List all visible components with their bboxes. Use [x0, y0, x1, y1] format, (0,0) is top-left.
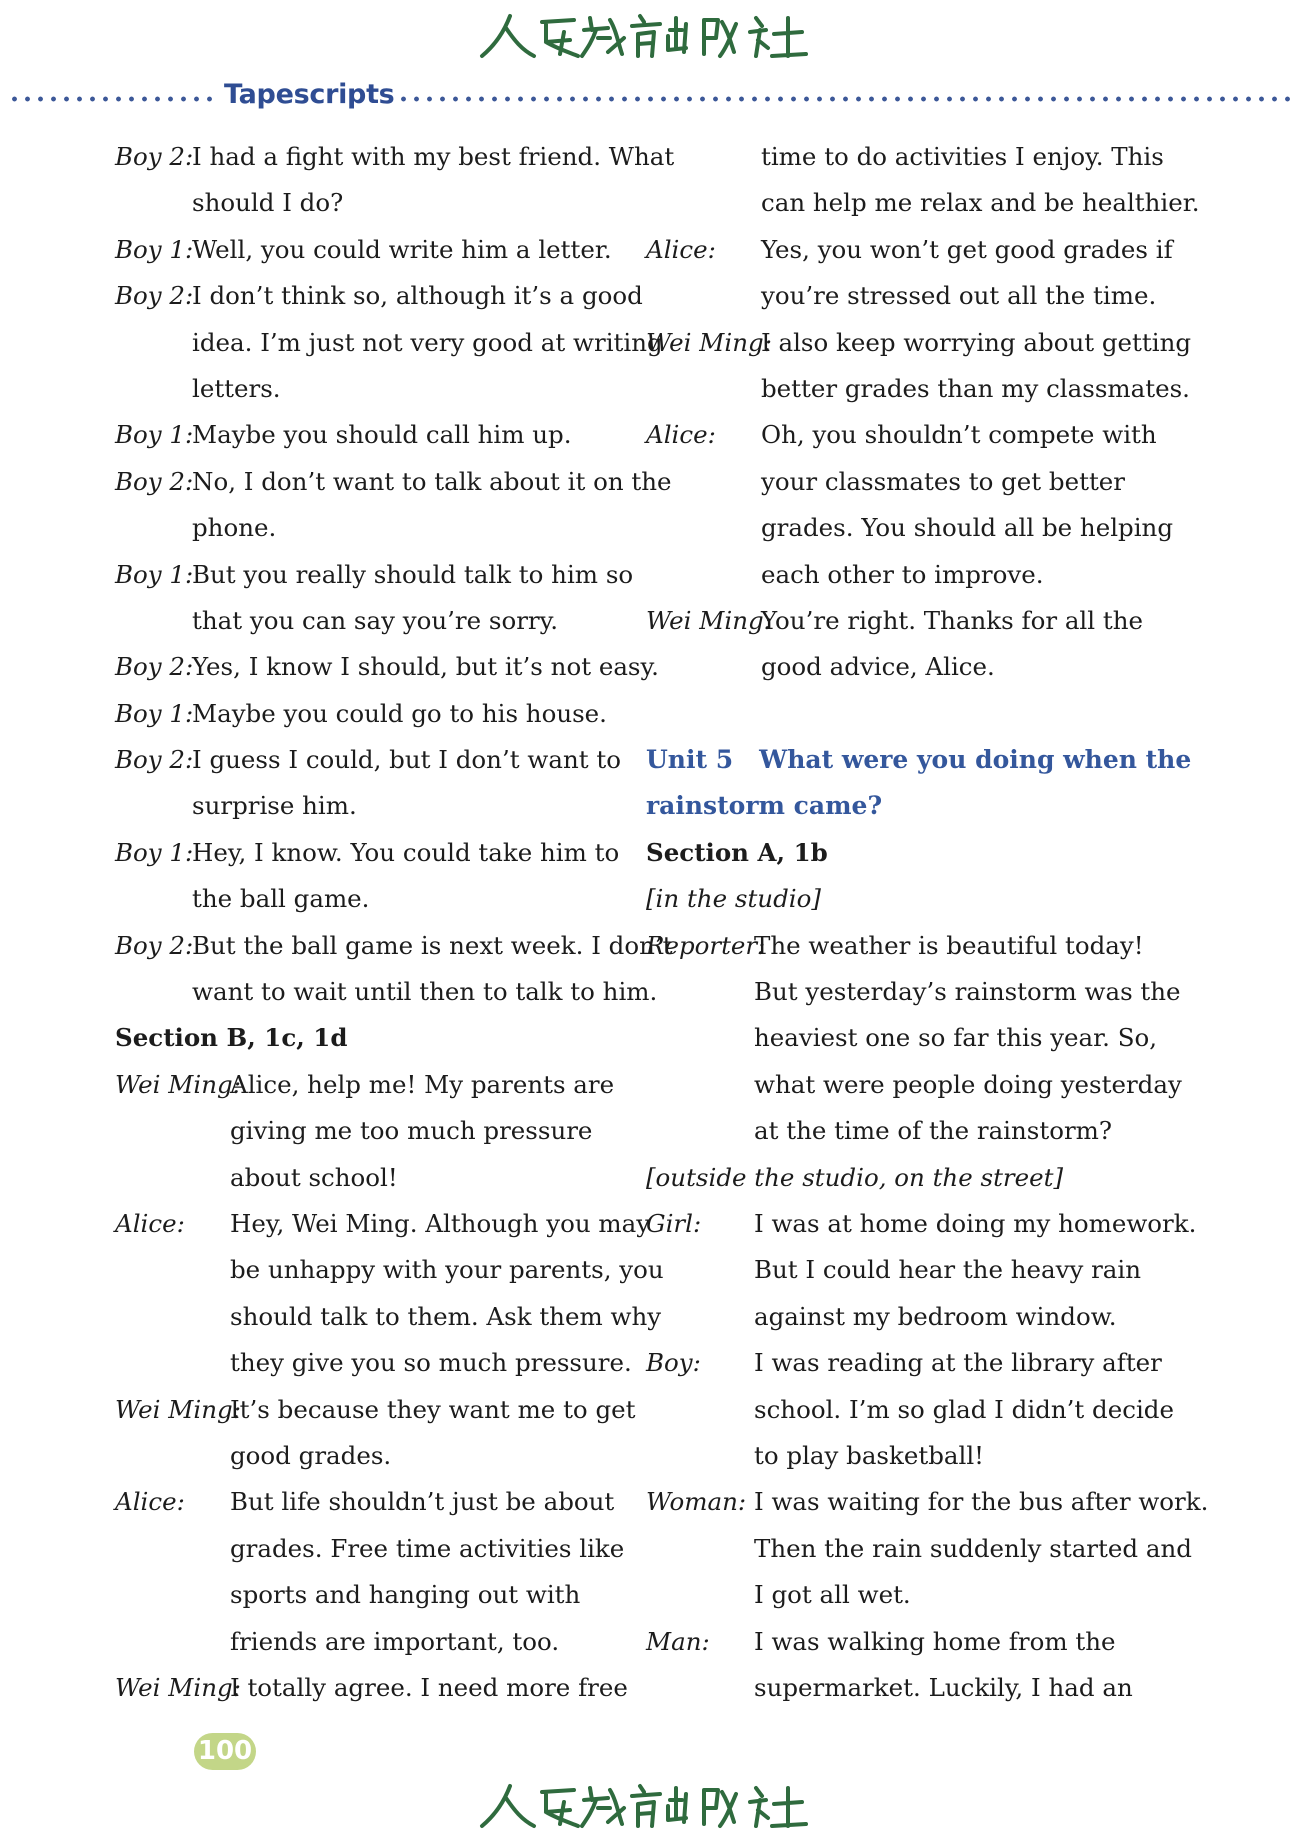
- dialogue-text: Yes, I know I should, but it’s not easy.: [192, 652, 659, 682]
- dialogue-text: giving me too much pressure: [230, 1116, 593, 1146]
- speaker-label: Alice:: [646, 234, 716, 264]
- dialogue-text: But I could hear the heavy rain: [754, 1255, 1142, 1285]
- dialogue-line: [115, 1387, 635, 1433]
- publisher-logo-top: [0, 8, 1303, 68]
- speaker-label: [115, 1155, 230, 1201]
- dialogue-line: [646, 505, 1174, 551]
- dialogue-text: what were people doing yesterday: [754, 1069, 1182, 1099]
- dialogue-line: [115, 180, 635, 226]
- speaker-label: Woman:: [646, 1487, 747, 1517]
- dialogue-text: should I do?: [192, 188, 344, 218]
- unit-label: Unit 5: [646, 745, 734, 775]
- dialogue-line: [646, 180, 1200, 226]
- dialogue-text: your classmates to get better: [761, 466, 1126, 496]
- dialogue-text: to play basketball!: [754, 1440, 984, 1470]
- dialogue-text: time to do activities I enjoy. This: [761, 142, 1164, 171]
- speaker-label: Boy 2:: [115, 745, 194, 775]
- dialogue-text: But yesterday’s rainstorm was the: [754, 977, 1181, 1007]
- speaker-label: [646, 969, 754, 1015]
- speaker-label: Reporter:: [646, 930, 766, 960]
- dialogue-text: want to wait until then to talk to him.: [192, 977, 658, 1007]
- speaker-label: [115, 1572, 230, 1618]
- unit-title: What were you doing when the: [759, 745, 1192, 775]
- speaker-label: Wei Ming:: [646, 605, 772, 635]
- page-number-badge: 100: [194, 1733, 256, 1770]
- dialogue-line: [646, 1572, 1166, 1618]
- dialogue-line: [115, 552, 635, 598]
- speaker-label: [646, 644, 761, 690]
- speaker-label: Boy 1:: [115, 559, 194, 589]
- unit-heading: [646, 737, 1192, 783]
- speaker-label: Boy 2:: [115, 652, 194, 682]
- dialogue-line: [115, 366, 635, 412]
- dialogue-text: Well, you could write him a letter.: [192, 234, 612, 264]
- dialogue-text: I also keep worrying about getting: [761, 327, 1192, 357]
- dialogue-line: [115, 1479, 635, 1525]
- dialogue-text: The weather is beautiful today!: [754, 930, 1144, 960]
- speaker-label: [115, 366, 192, 412]
- dialogue-text: grades. You should all be helping: [761, 513, 1174, 543]
- dialogue-line: [115, 134, 675, 180]
- dialogue-line: [115, 1572, 635, 1618]
- dialogue-line: [646, 1108, 1166, 1154]
- dialogue-text: But you really should talk to him so: [192, 559, 634, 589]
- speaker-label: [646, 1433, 754, 1479]
- dialogue-line: [646, 644, 1166, 690]
- speaker-label: [115, 180, 192, 226]
- publisher-calligraphy-logo: [472, 8, 832, 64]
- dialogue-line: [115, 227, 635, 273]
- dialogue-line: [115, 737, 635, 783]
- dialogue-text: I was at home doing my homework.: [754, 1208, 1197, 1238]
- dialogue-line: [646, 923, 1166, 969]
- dialogue-text: be unhappy with your parents, you: [230, 1255, 664, 1285]
- speaker-label: [115, 320, 192, 366]
- dialogue-line: [646, 1015, 1166, 1061]
- dialogue-line: [115, 1526, 635, 1572]
- dialogue-line: [115, 691, 635, 737]
- dialogue-line: [115, 876, 635, 922]
- publisher-logo-bottom: [0, 1778, 1303, 1838]
- dialogue-line: [646, 1433, 1166, 1479]
- dialogue-line: [115, 1108, 635, 1154]
- dialogue-text: But the ball game is next week. I don’t: [192, 930, 673, 960]
- speaker-label: [115, 783, 192, 829]
- stage-direction: [outside the studio, on the street]: [646, 1162, 1064, 1192]
- speaker-label: [646, 459, 761, 505]
- dialogue-text: should talk to them. Ask them why: [230, 1301, 662, 1331]
- dialogue-text: Yes, you won’t get good grades if: [761, 234, 1173, 264]
- dialogue-text: No, I don’t want to talk about it on the: [192, 466, 672, 496]
- dialogue-line: [115, 459, 672, 505]
- speaker-label: Wei Ming:: [115, 1069, 241, 1099]
- speaker-label: [646, 180, 761, 226]
- dialogue-text: better grades than my classmates.: [761, 373, 1190, 403]
- header-title: Tapescripts: [224, 79, 395, 110]
- speaker-label: [115, 1433, 230, 1479]
- speaker-label: Boy 1:: [115, 837, 194, 867]
- section-heading: Section B, 1c, 1d: [115, 1023, 348, 1053]
- speaker-label: [115, 876, 192, 922]
- section-heading: Section A, 1b: [646, 837, 828, 867]
- speaker-label: Alice:: [115, 1487, 185, 1517]
- speaker-label: [646, 1062, 754, 1108]
- speaker-label: Wei Ming:: [115, 1394, 241, 1424]
- dialogue-line: [115, 830, 635, 876]
- dialogue-line: [646, 1526, 1192, 1572]
- dialogue-line: [115, 923, 673, 969]
- speaker-label: [115, 1340, 230, 1386]
- speaker-label: [646, 1572, 754, 1618]
- speaker-label: Alice:: [646, 420, 716, 450]
- stage-direction: [in the studio]: [646, 884, 821, 914]
- speaker-label: [646, 1108, 754, 1154]
- dialogue-line: [646, 1062, 1182, 1108]
- dialogue-text: friends are important, too.: [230, 1626, 560, 1656]
- dialogue-line: [646, 320, 1192, 366]
- dialogue-line: [115, 598, 635, 644]
- dialogue-line: [646, 1294, 1166, 1340]
- speaker-label: Boy 2:: [115, 466, 194, 496]
- dialogue-line: [115, 412, 635, 458]
- right-column: [646, 134, 1209, 1711]
- speaker-label: [646, 1247, 754, 1293]
- speaker-label: [115, 1247, 230, 1293]
- speaker-label: Boy 2:: [115, 930, 194, 960]
- publisher-calligraphy-logo: [472, 1778, 832, 1834]
- speaker-label: Wei Ming:: [646, 327, 772, 357]
- dialogue-text: I had a fight with my best friend. What: [192, 142, 675, 171]
- dialogue-text: sports and hanging out with: [230, 1580, 581, 1610]
- dialogue-line: [115, 1619, 635, 1665]
- dialogue-text: I was reading at the library after: [754, 1348, 1162, 1378]
- speaker-label: [115, 505, 192, 551]
- dialogue-text: I don’t think so, although it’s a good: [192, 281, 643, 311]
- speaker-label: [646, 273, 761, 319]
- dialogue-line: [115, 273, 643, 319]
- dialogue-text: idea. I’m just not very good at writing: [192, 327, 663, 357]
- speaker-label: [646, 1665, 754, 1711]
- dialogue-line: [646, 1340, 1166, 1386]
- dialogue-line: [646, 1619, 1166, 1665]
- dialogue-line: [646, 1201, 1197, 1247]
- dialogue-line: [115, 1247, 664, 1293]
- dialogue-text: you’re stressed out all the time.: [761, 281, 1157, 311]
- speaker-label: Wei Ming:: [115, 1672, 241, 1702]
- dialogue-line: [646, 459, 1166, 505]
- dialogue-text: each other to improve.: [761, 559, 1044, 589]
- dialogue-line: [646, 227, 1173, 273]
- speaker-label: [646, 366, 761, 412]
- spacer: [646, 691, 1166, 737]
- dialogue-text: I was walking home from the: [754, 1626, 1116, 1656]
- dialogue-text: I guess I could, but I don’t want to: [192, 745, 621, 775]
- header-dotted-rule-left: [8, 96, 212, 102]
- dialogue-line: [115, 1340, 635, 1386]
- dialogue-line: [115, 1062, 635, 1108]
- dialogue-line: [115, 644, 659, 690]
- dialogue-line: [646, 366, 1190, 412]
- dialogue-line: [115, 505, 635, 551]
- speaker-label: [115, 969, 192, 1015]
- dialogue-text: the ball game.: [192, 884, 370, 914]
- speaker-label: Boy:: [646, 1348, 701, 1378]
- unit-title-continued: rainstorm came?: [646, 791, 883, 821]
- speaker-label: [115, 1526, 230, 1572]
- dialogue-line: [646, 969, 1181, 1015]
- dialogue-text: I was waiting for the bus after work.: [754, 1487, 1209, 1517]
- dialogue-line: [115, 1201, 651, 1247]
- dialogue-line: [115, 1294, 662, 1340]
- header-dotted-rule-right: [397, 96, 1297, 102]
- speaker-label: Boy 1:: [115, 234, 194, 264]
- dialogue-line: [646, 1479, 1209, 1525]
- speaker-label: Boy 2:: [115, 142, 194, 171]
- speaker-label: [115, 1294, 230, 1340]
- dialogue-line: [115, 320, 663, 366]
- speaker-label: [646, 552, 761, 598]
- dialogue-text: I totally agree. I need more free: [230, 1672, 628, 1702]
- dialogue-text: surprise him.: [192, 791, 357, 821]
- dialogue-text: letters.: [192, 373, 281, 403]
- speaker-label: [115, 1619, 230, 1665]
- dialogue-text: school. I’m so glad I didn’t decide: [754, 1394, 1174, 1424]
- dialogue-line: [115, 1155, 635, 1201]
- dialogue-text: Then the rain suddenly started and: [754, 1533, 1192, 1563]
- dialogue-line: [646, 1665, 1166, 1711]
- speaker-label: [115, 1108, 230, 1154]
- dialogue-line: [115, 783, 635, 829]
- dialogue-line: [646, 1247, 1166, 1293]
- page-header: [0, 80, 1303, 120]
- dialogue-text: can help me relax and be healthier.: [761, 188, 1200, 218]
- speaker-label: Boy 1:: [115, 420, 194, 450]
- dialogue-text: heaviest one so far this year. So,: [754, 1023, 1158, 1053]
- dialogue-text: Maybe you could go to his house.: [192, 698, 607, 728]
- dialogue-text: Oh, you shouldn’t compete with: [761, 420, 1157, 450]
- dialogue-text: that you can say you’re sorry.: [192, 605, 559, 635]
- speaker-label: Man:: [646, 1626, 710, 1656]
- dialogue-text: at the time of the rainstorm?: [754, 1116, 1113, 1146]
- speaker-label: [646, 505, 761, 551]
- dialogue-text: I got all wet.: [754, 1580, 911, 1610]
- dialogue-text: phone.: [192, 513, 277, 543]
- dialogue-line: [115, 1433, 635, 1479]
- dialogue-text: It’s because they want me to get: [230, 1394, 636, 1424]
- dialogue-line: [115, 969, 658, 1015]
- dialogue-text: Hey, Wei Ming. Although you may: [230, 1208, 651, 1238]
- dialogue-text: they give you so much pressure.: [230, 1348, 632, 1378]
- dialogue-text: But life shouldn’t just be about: [230, 1487, 615, 1517]
- dialogue-text: You’re right. Thanks for all the: [761, 605, 1144, 635]
- dialogue-text: grades. Free time activities like: [230, 1533, 625, 1563]
- dialogue-text: good grades.: [230, 1440, 392, 1470]
- speaker-label: Boy 1:: [115, 698, 194, 728]
- speaker-label: [115, 598, 192, 644]
- dialogue-line: [646, 273, 1166, 319]
- dialogue-line: [646, 1387, 1174, 1433]
- speaker-label: [646, 1387, 754, 1433]
- dialogue-line: [646, 552, 1166, 598]
- speaker-label: Alice:: [115, 1208, 185, 1238]
- speaker-label: [646, 1526, 754, 1572]
- speaker-label: [646, 1294, 754, 1340]
- speaker-label: Boy 2:: [115, 281, 194, 311]
- speaker-label: [646, 1015, 754, 1061]
- dialogue-text: Alice, help me! My parents are: [230, 1069, 615, 1099]
- dialogue-text: Maybe you should call him up.: [192, 420, 572, 450]
- speaker-label: Girl:: [646, 1208, 702, 1238]
- dialogue-text: Hey, I know. You could take him to: [192, 837, 620, 867]
- dialogue-line: [646, 412, 1166, 458]
- dialogue-line: [646, 598, 1166, 644]
- dialogue-line: [646, 134, 1166, 180]
- dialogue-text: good advice, Alice.: [761, 652, 995, 682]
- dialogue-text: against my bedroom window.: [754, 1301, 1117, 1331]
- dialogue-line: [115, 1665, 635, 1711]
- speaker-label: [646, 134, 761, 180]
- dialogue-text: about school!: [230, 1162, 398, 1192]
- dialogue-text: supermarket. Luckily, I had an: [754, 1672, 1133, 1702]
